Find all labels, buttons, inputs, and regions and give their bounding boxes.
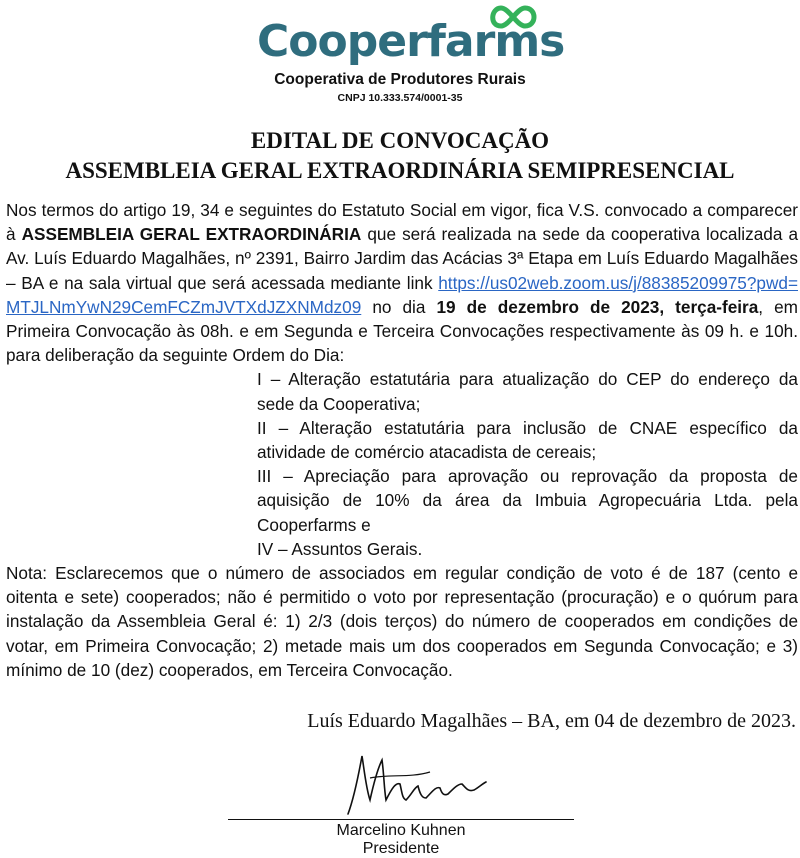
- assembly-name: ASSEMBLEIA GERAL EXTRAORDINÁRIA: [21, 224, 362, 245]
- note-paragraph: Nota: Esclarecemos que o número de associados em regular condição de voto é de 187 (cento e oitenta e sete) cooperados; não é permitido o voto por representação (procuração) e o quórum para instalação da Assembleia Geral é: 1) 2/3 (dois terços) do número de cooperados em condições de votar, em Primeira Convocação; 2) metade mais um dos cooperados em Segunda Convocação; e 3) mínimo de 10 (dez) cooperados, em Terceira Convocação.: [6, 563, 798, 680]
- cooperfarms-logo: [255, 2, 565, 110]
- zoom-meeting-link[interactable]: https://us02web.zoom.us/j/88385209975?pwd=MTJLNmYwN29CemFCZmJVTXdJZXNMdz09: [6, 272, 798, 317]
- document-title: [0, 126, 800, 186]
- signature-line: [228, 819, 574, 820]
- meeting-date: 19 de dezembro de 2023, terça-feira: [436, 296, 759, 317]
- intro-text-4: , em Primeira Convocação às 08h. e em Segunda e Terceira Convocações respectivamente às 09 h. e 10h. para deliberação da seguinte Ordem do Dia:: [6, 296, 798, 366]
- intro-text-3: no dia: [361, 296, 437, 317]
- agenda-item: II – Alteração estatutária para inclusão de CNAE específico da atividade de comércio atacadista de cereais;: [257, 417, 798, 463]
- agenda-item: I – Alteração estatutária para atualização do CEP do endereço da sede da Cooperativa;: [257, 369, 798, 414]
- signer-role: Presidente: [362, 840, 440, 857]
- document-body: [6, 198, 798, 682]
- agenda-list: [257, 367, 798, 561]
- brand-subtitle: Cooperativa de Produtores Rurais: [274, 71, 526, 88]
- title-line-1: EDITAL DE CONVOCAÇÃO: [250, 128, 550, 153]
- signer-name: Marcelino Kuhnen: [336, 822, 466, 839]
- cnpj-number: CNPJ 10.333.574/0001-35: [337, 92, 463, 104]
- intro-text-1: Nos termos do artigo 19, 34 e seguintes do Estatuto Social em vigor, fica V.S. convocado a comparecer à: [6, 200, 798, 245]
- intro-text-2: que será realizada na sede da cooperativa localizada a Av. Luís Eduardo Magalhães, nº 2391, Bairro Jardim das Acácias 3ª Etapa em Luís Eduardo Magalhães – BA e na sala virtual que será acessada mediante link: [6, 224, 798, 293]
- agenda-item: IV – Assuntos Gerais.: [257, 538, 423, 559]
- agenda-item: III – Apreciação para aprovação ou reprovação da proposta de aquisição de 10% da área da Imbuia Agropecuária Ltda. pela Cooperfarms e: [257, 466, 798, 535]
- intro-paragraph: [6, 198, 798, 367]
- brand-name: Cooperfarms: [257, 16, 565, 67]
- place-and-date: Luís Eduardo Magalhães – BA, em 04 de dezembro de 2023.: [307, 710, 796, 732]
- title-line-2: ASSEMBLEIA GERAL EXTRAORDINÁRIA SEMIPRESENCIAL: [65, 158, 735, 183]
- handwritten-signature: [340, 748, 490, 818]
